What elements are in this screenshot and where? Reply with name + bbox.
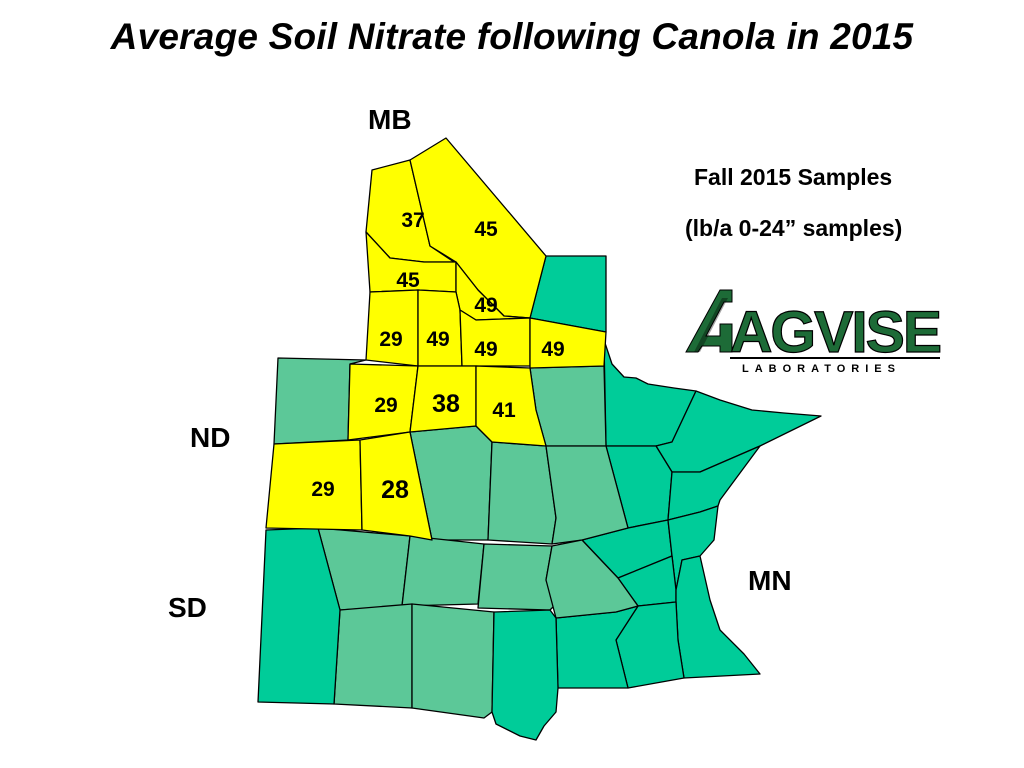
agvise-logo: [684, 288, 944, 374]
value-41: 41: [492, 399, 516, 422]
county-sd-row2-a: [334, 604, 412, 708]
value-45-w: 45: [396, 269, 420, 292]
value-49-r1b: 49: [474, 338, 498, 361]
value-29-r3: 29: [311, 478, 335, 501]
label-sd: SD: [168, 592, 207, 623]
agvise-logo-mark: [686, 290, 732, 352]
county-sd-row2-b: [412, 604, 494, 718]
county-sd-row1-b: [402, 536, 484, 606]
value-49-r1a: 49: [426, 328, 450, 351]
county-sd-row1-c: [478, 544, 556, 610]
value-49-c: 49: [474, 294, 498, 317]
legend-line-2: (lb/a 0-24” samples): [685, 215, 903, 241]
value-37: 37: [401, 209, 425, 232]
value-29-r2: 29: [374, 394, 398, 417]
value-49-r1c: 49: [541, 338, 565, 361]
value-38: 38: [432, 390, 460, 418]
value-28: 28: [381, 476, 409, 504]
label-mn: MN: [748, 565, 792, 596]
agvise-subtext: LABORATORIES: [742, 363, 901, 374]
slide-title: Average Soil Nitrate following Canola in 2015: [110, 16, 914, 57]
agvise-wordmark: AGVISE: [730, 300, 941, 365]
value-29-r1: 29: [379, 328, 403, 351]
value-45-ne: 45: [474, 218, 498, 241]
county-nd-center-b: [488, 442, 556, 544]
county-sd-southeast: [492, 610, 558, 740]
legend-line-1: Fall 2015 Samples: [694, 164, 893, 190]
label-mb: MB: [368, 104, 412, 135]
label-nd: ND: [190, 422, 231, 453]
